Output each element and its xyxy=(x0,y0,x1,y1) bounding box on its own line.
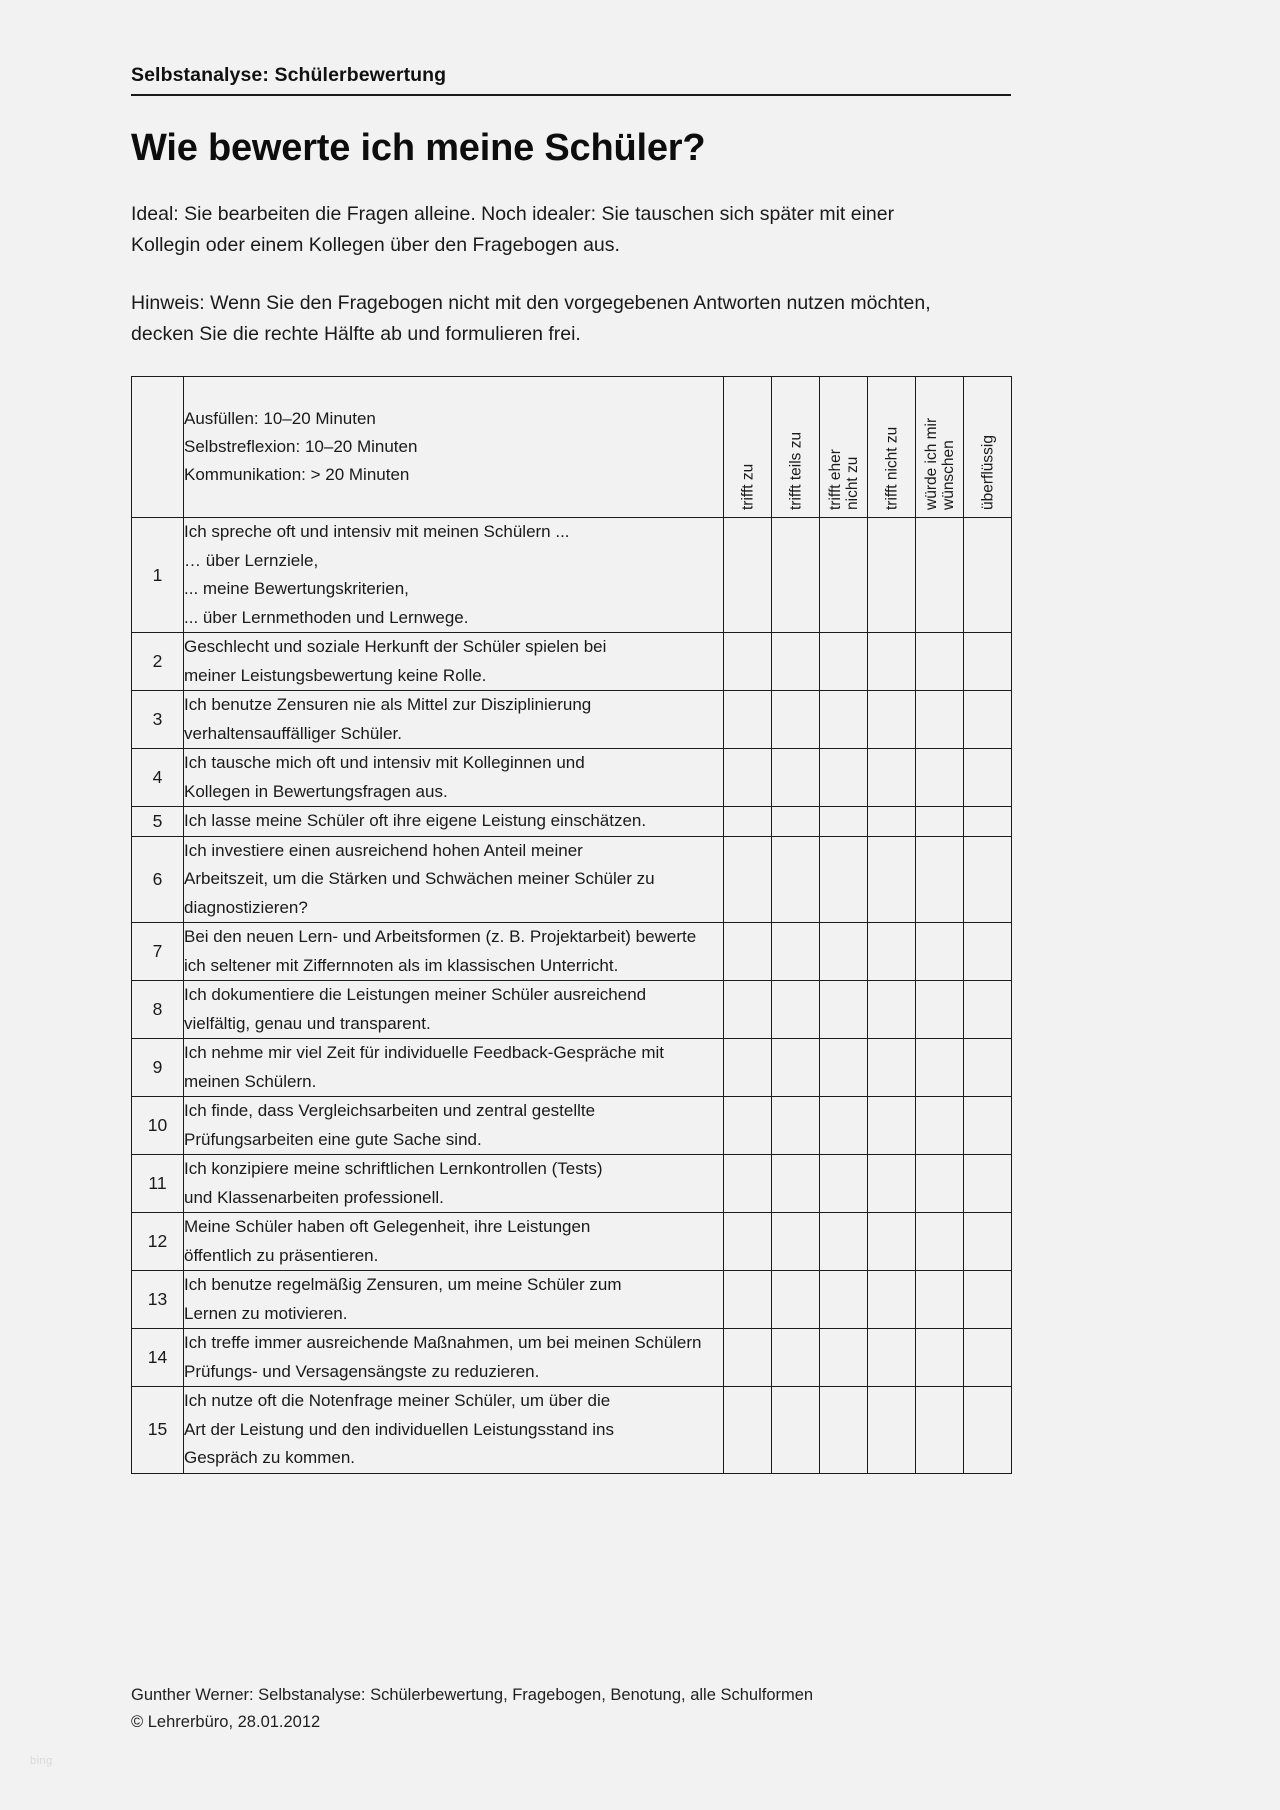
answer-checkbox-cell[interactable] xyxy=(820,923,868,981)
answer-checkbox-cell[interactable] xyxy=(964,633,1012,691)
column-header-line1: überflüssig xyxy=(979,435,996,510)
row-number: 7 xyxy=(132,923,184,981)
column-header-trifft-teils-zu xyxy=(772,377,820,518)
row-number: 5 xyxy=(132,807,184,837)
answer-checkbox-cell[interactable] xyxy=(964,1271,1012,1329)
question-text-line: diagnostizieren? xyxy=(184,897,308,917)
answer-checkbox-cell[interactable] xyxy=(916,923,964,981)
answer-checkbox-cell[interactable] xyxy=(724,1213,772,1271)
table-row xyxy=(132,1271,1012,1329)
duration-line-0: Ausfüllen: 10–20 Minuten xyxy=(184,409,376,428)
question-text-line: Ich nehme mir viel Zeit für individuelle Feedback-Gespräche mit xyxy=(184,1043,664,1062)
column-header-line1: würde ich mir xyxy=(922,417,940,510)
question-text-line: öffentlich zu präsentieren. xyxy=(184,1245,379,1265)
footer-credit: Gunther Werner: Selbstanalyse: Schülerbewertung, Fragebogen, Benotung, alle Schulformen xyxy=(131,1686,814,1704)
answer-checkbox-cell[interactable] xyxy=(916,1155,964,1213)
answer-checkbox-cell[interactable] xyxy=(820,1329,868,1387)
answer-checkbox-cell[interactable] xyxy=(772,633,820,691)
answer-checkbox-cell[interactable] xyxy=(772,807,820,837)
answer-checkbox-cell[interactable] xyxy=(724,1271,772,1329)
question-text-line: Ich treffe immer ausreichende Maßnahmen, um bei meinen Schülern xyxy=(184,1333,702,1352)
intro-2-line-2: decken Sie die rechte Hälfte ab und formulieren frei. xyxy=(131,323,581,345)
column-header-label xyxy=(739,464,756,510)
answer-checkbox-cell[interactable] xyxy=(964,691,1012,749)
table-row xyxy=(132,1387,1012,1474)
question-text xyxy=(184,633,724,691)
answer-checkbox-cell[interactable] xyxy=(724,1387,772,1474)
table-row xyxy=(132,633,1012,691)
questionnaire-table xyxy=(131,376,1012,1474)
answer-checkbox-cell[interactable] xyxy=(724,981,772,1039)
answer-checkbox-cell[interactable] xyxy=(964,518,1012,633)
questionnaire-body xyxy=(132,377,1012,1474)
column-header-label xyxy=(787,432,804,510)
answer-checkbox-cell[interactable] xyxy=(772,1271,820,1329)
answer-checkbox-cell[interactable] xyxy=(772,749,820,807)
answer-checkbox-cell[interactable] xyxy=(916,1329,964,1387)
answer-checkbox-cell[interactable] xyxy=(820,807,868,837)
answer-checkbox-cell[interactable] xyxy=(916,749,964,807)
question-text-line: Geschlecht und soziale Herkunft der Schüler spielen bei xyxy=(184,637,607,656)
answer-checkbox-cell[interactable] xyxy=(964,1329,1012,1387)
document-kicker: Selbstanalyse: Schülerbewertung xyxy=(131,64,447,86)
question-text xyxy=(184,691,724,749)
table-row xyxy=(132,691,1012,749)
column-header-line1: trifft zu xyxy=(739,463,756,510)
answer-checkbox-cell[interactable] xyxy=(964,1155,1012,1213)
question-text xyxy=(184,518,724,633)
row-number: 2 xyxy=(132,633,184,691)
answer-checkbox-cell[interactable] xyxy=(724,1155,772,1213)
table-row xyxy=(132,1329,1012,1387)
question-text-line: Prüfungs- und Versagensängste zu reduzieren. xyxy=(184,1361,540,1381)
answer-checkbox-cell[interactable] xyxy=(772,1039,820,1097)
document-footer xyxy=(131,1682,1011,1736)
row-number: 10 xyxy=(132,1097,184,1155)
table-header-row xyxy=(132,377,1012,518)
answer-checkbox-cell[interactable] xyxy=(724,1039,772,1097)
answer-checkbox-cell[interactable] xyxy=(964,807,1012,837)
answer-checkbox-cell[interactable] xyxy=(724,691,772,749)
table-row xyxy=(132,836,1012,923)
question-text xyxy=(184,1039,724,1097)
intro-paragraph-2 xyxy=(131,288,961,350)
answer-checkbox-cell[interactable] xyxy=(772,518,820,633)
column-header-ueberfluessig xyxy=(964,377,1012,518)
answer-checkbox-cell[interactable] xyxy=(820,1097,868,1155)
answer-checkbox-cell[interactable] xyxy=(916,1387,964,1474)
table-row xyxy=(132,923,1012,981)
answer-checkbox-cell[interactable] xyxy=(868,1039,916,1097)
answer-checkbox-cell[interactable] xyxy=(868,691,916,749)
watermark: bing xyxy=(30,1755,53,1767)
question-text-line: Gespräch zu kommen. xyxy=(184,1448,356,1467)
page-content xyxy=(131,0,1011,1474)
column-header-line1: trifft eher xyxy=(826,449,844,510)
table-row xyxy=(132,1155,1012,1213)
column-header-line2: wünschen xyxy=(939,440,957,510)
duration-line-2: Kommunikation: > 20 Minuten xyxy=(184,465,410,484)
answer-checkbox-cell[interactable] xyxy=(964,1039,1012,1097)
duration-info-cell xyxy=(184,377,724,518)
answer-checkbox-cell[interactable] xyxy=(916,633,964,691)
answer-checkbox-cell[interactable] xyxy=(772,1097,820,1155)
column-header-trifft-eher-nicht-zu xyxy=(820,377,868,518)
question-text-line: Art der Leistung und den individuellen Leistungsstand ins xyxy=(184,1419,615,1439)
column-header-wuerde-ich-mir-wuenschen xyxy=(916,377,964,518)
answer-checkbox-cell[interactable] xyxy=(868,1387,916,1474)
row-number: 11 xyxy=(132,1155,184,1213)
column-header-line1: trifft nicht zu xyxy=(883,426,900,510)
row-number: 4 xyxy=(132,749,184,807)
answer-checkbox-cell[interactable] xyxy=(868,981,916,1039)
question-text-line: Ich tausche mich oft und intensiv mit Kolleginnen und xyxy=(184,753,585,772)
answer-checkbox-cell[interactable] xyxy=(916,1039,964,1097)
question-text-line: Meine Schüler haben oft Gelegenheit, ihre Leistungen xyxy=(184,1217,591,1236)
table-row xyxy=(132,1039,1012,1097)
row-number: 8 xyxy=(132,981,184,1039)
answer-checkbox-cell[interactable] xyxy=(916,807,964,837)
answer-checkbox-cell[interactable] xyxy=(772,1155,820,1213)
column-header-label xyxy=(923,418,957,510)
answer-checkbox-cell[interactable] xyxy=(868,807,916,837)
answer-checkbox-cell[interactable] xyxy=(772,1329,820,1387)
intro-2-line-1: Hinweis: Wenn Sie den Fragebogen nicht mit den vorgegebenen Antworten nutzen möchten, xyxy=(131,292,931,314)
answer-checkbox-cell[interactable] xyxy=(772,981,820,1039)
question-text-line: Ich spreche oft und intensiv mit meinen Schülern ... xyxy=(184,522,570,541)
answer-checkbox-cell[interactable] xyxy=(820,518,868,633)
question-text-line: Lernen zu motivieren. xyxy=(184,1303,348,1323)
table-row xyxy=(132,749,1012,807)
column-header-label xyxy=(883,427,900,510)
answer-checkbox-cell[interactable] xyxy=(820,1039,868,1097)
answer-checkbox-cell[interactable] xyxy=(820,633,868,691)
answer-checkbox-cell[interactable] xyxy=(772,1387,820,1474)
answer-checkbox-cell[interactable] xyxy=(820,1155,868,1213)
table-row xyxy=(132,518,1012,633)
intro-1-line-1: Ideal: Sie bearbeiten die Fragen alleine. Noch idealer: Sie tauschen sich später mit einer xyxy=(131,203,895,225)
question-text-line: Ich konzipiere meine schriftlichen Lernkontrollen (Tests) xyxy=(184,1159,603,1178)
question-text xyxy=(184,981,724,1039)
question-text xyxy=(184,836,724,923)
question-text xyxy=(184,1387,724,1474)
footer-copyright: © Lehrerbüro, 28.01.2012 xyxy=(131,1713,321,1731)
question-text xyxy=(184,923,724,981)
answer-checkbox-cell[interactable] xyxy=(820,691,868,749)
answer-checkbox-cell[interactable] xyxy=(868,1271,916,1329)
question-text-line: … über Lernziele, xyxy=(184,550,319,570)
answer-checkbox-cell[interactable] xyxy=(820,1387,868,1474)
answer-checkbox-cell[interactable] xyxy=(724,749,772,807)
column-header-line1: trifft teils zu xyxy=(787,431,804,510)
answer-checkbox-cell[interactable] xyxy=(868,923,916,981)
answer-checkbox-cell[interactable] xyxy=(724,518,772,633)
answer-checkbox-cell[interactable] xyxy=(868,633,916,691)
answer-checkbox-cell[interactable] xyxy=(772,1213,820,1271)
question-text-line: meiner Leistungsbewertung keine Rolle. xyxy=(184,665,487,685)
question-text-line: Arbeitszeit, um die Stärken und Schwächen meiner Schüler zu xyxy=(184,869,655,888)
intro-1-line-2: Kollegin oder einem Kollegen über den Fragebogen aus. xyxy=(131,234,620,256)
answer-checkbox-cell[interactable] xyxy=(868,1155,916,1213)
answer-checkbox-cell[interactable] xyxy=(964,749,1012,807)
answer-checkbox-cell[interactable] xyxy=(772,923,820,981)
column-header-trifft-zu xyxy=(724,377,772,518)
table-row xyxy=(132,1097,1012,1155)
answer-checkbox-cell[interactable] xyxy=(820,836,868,923)
answer-checkbox-cell[interactable] xyxy=(916,1213,964,1271)
answer-checkbox-cell[interactable] xyxy=(724,633,772,691)
row-number: 1 xyxy=(132,518,184,633)
answer-checkbox-cell[interactable] xyxy=(724,1097,772,1155)
answer-checkbox-cell[interactable] xyxy=(964,1213,1012,1271)
answer-checkbox-cell[interactable] xyxy=(916,981,964,1039)
question-text xyxy=(184,1213,724,1271)
question-text xyxy=(184,1155,724,1213)
row-number: 13 xyxy=(132,1271,184,1329)
question-text-line: Ich benutze regelmäßig Zensuren, um meine Schüler zum xyxy=(184,1275,622,1294)
row-number: 6 xyxy=(132,836,184,923)
answer-checkbox-cell[interactable] xyxy=(964,836,1012,923)
column-header-trifft-nicht-zu xyxy=(868,377,916,518)
answer-checkbox-cell[interactable] xyxy=(772,836,820,923)
row-number: 15 xyxy=(132,1387,184,1474)
question-text-line: ich seltener mit Ziffernnoten als im klassischen Unterricht. xyxy=(184,955,619,975)
answer-checkbox-cell[interactable] xyxy=(916,1271,964,1329)
answer-checkbox-cell[interactable] xyxy=(916,836,964,923)
answer-checkbox-cell[interactable] xyxy=(868,749,916,807)
table-row xyxy=(132,807,1012,837)
question-text-line: ... meine Bewertungskriterien, xyxy=(184,579,409,598)
question-text xyxy=(184,749,724,807)
answer-checkbox-cell[interactable] xyxy=(964,923,1012,981)
answer-checkbox-cell[interactable] xyxy=(724,1329,772,1387)
duration-line-1: Selbstreflexion: 10–20 Minuten xyxy=(184,437,418,456)
page-title: Wie bewerte ich meine Schüler? xyxy=(131,127,706,169)
question-text-line: Ich lasse meine Schüler oft ihre eigene Leistung einschätzen. xyxy=(184,811,647,830)
answer-checkbox-cell[interactable] xyxy=(724,923,772,981)
question-text xyxy=(184,1097,724,1155)
question-text-line: Bei den neuen Lern- und Arbeitsformen (z. B. Projektarbeit) bewerte xyxy=(184,927,697,946)
intro-paragraph-1 xyxy=(131,199,961,261)
row-number: 12 xyxy=(132,1213,184,1271)
question-text-line: Ich finde, dass Vergleichsarbeiten und zentral gestellte xyxy=(184,1101,596,1120)
answer-checkbox-cell[interactable] xyxy=(820,749,868,807)
question-text-line: und Klassenarbeiten professionell. xyxy=(184,1187,444,1207)
answer-checkbox-cell[interactable] xyxy=(772,691,820,749)
answer-checkbox-cell[interactable] xyxy=(964,981,1012,1039)
answer-checkbox-cell[interactable] xyxy=(916,1097,964,1155)
answer-checkbox-cell[interactable] xyxy=(868,1097,916,1155)
column-header-line2: nicht zu xyxy=(843,456,861,510)
table-row xyxy=(132,1213,1012,1271)
question-text-line: verhaltensauffälliger Schüler. xyxy=(184,723,402,743)
table-row xyxy=(132,981,1012,1039)
question-text xyxy=(184,1329,724,1387)
question-text-line: vielfältig, genau und transparent. xyxy=(184,1013,431,1033)
answer-checkbox-cell[interactable] xyxy=(724,836,772,923)
document-header xyxy=(131,0,1011,170)
answer-checkbox-cell[interactable] xyxy=(916,518,964,633)
question-text-line: Ich dokumentiere die Leistungen meiner Schüler ausreichend xyxy=(184,985,647,1004)
answer-checkbox-cell[interactable] xyxy=(724,807,772,837)
question-text-line: meinen Schülern. xyxy=(184,1071,317,1091)
answer-checkbox-cell[interactable] xyxy=(964,1097,1012,1155)
question-text-line: Prüfungsarbeiten eine gute Sache sind. xyxy=(184,1129,482,1149)
header-blank-cell xyxy=(132,377,184,518)
column-header-label xyxy=(979,435,996,510)
answer-checkbox-cell[interactable] xyxy=(820,1213,868,1271)
question-text-line: ... über Lernmethoden und Lernwege. xyxy=(184,607,469,627)
row-number: 9 xyxy=(132,1039,184,1097)
header-divider xyxy=(131,94,1011,96)
question-text xyxy=(184,1271,724,1329)
question-text xyxy=(184,807,724,837)
answer-checkbox-cell[interactable] xyxy=(916,691,964,749)
row-number: 3 xyxy=(132,691,184,749)
answer-checkbox-cell[interactable] xyxy=(868,1213,916,1271)
answer-checkbox-cell[interactable] xyxy=(820,981,868,1039)
answer-checkbox-cell[interactable] xyxy=(964,1387,1012,1474)
answer-checkbox-cell[interactable] xyxy=(868,1329,916,1387)
question-text-line: Ich investiere einen ausreichend hohen Anteil meiner xyxy=(184,840,583,860)
question-text-line: Ich nutze oft die Notenfrage meiner Schüler, um über die xyxy=(184,1391,611,1410)
question-text-line: Ich benutze Zensuren nie als Mittel zur Disziplinierung xyxy=(184,695,592,714)
question-text-line: Kollegen in Bewertungsfragen aus. xyxy=(184,781,448,801)
answer-checkbox-cell[interactable] xyxy=(820,1271,868,1329)
answer-checkbox-cell[interactable] xyxy=(868,836,916,923)
row-number: 14 xyxy=(132,1329,184,1387)
column-header-label xyxy=(827,449,861,510)
answer-checkbox-cell[interactable] xyxy=(868,518,916,633)
